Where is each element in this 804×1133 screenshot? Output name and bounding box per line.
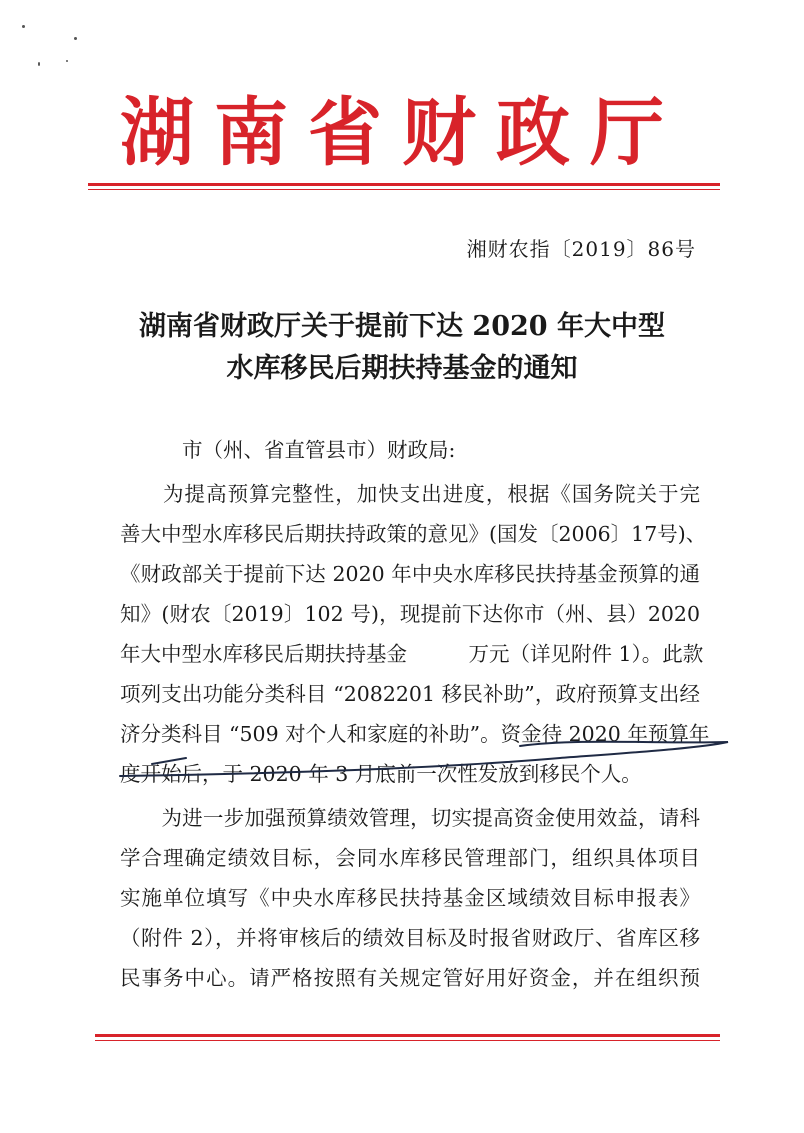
body-line: 度开始后，于 2020 年 3 月底前一次性发放到移民个人。 [120,762,642,786]
body-line: （附件 2），并将审核后的绩效目标及时报省财政厅、省库区移 [120,926,700,950]
footer-red-rule [95,1034,720,1037]
document-title-line-1: 湖南省财政厅关于提前下达 2020 年大中型 [139,311,665,342]
body-line: 济分类科目 “509 对个人和家庭的补助”。资金待 2020 年预算年 [120,722,710,746]
body-line: 善大中型水库移民后期扶持政策的意见》(国发〔2006〕17号)、 [120,522,707,546]
body-line: 为提高预算完整性，加快支出进度，根据《国务院关于完 [120,482,700,506]
body-line: 为进一步加强预算绩效管理，切实提高资金使用效益，请科 [120,806,700,830]
document-number: 湘财农指〔2019〕86号 [466,237,696,261]
body-line: 项列支出功能分类科目 “2082201 移民补助”，政府预算支出经 [120,682,700,706]
salutation: 市（州、省直管县市）财政局: [182,438,456,462]
masthead-title: 湖南省财政厅 [120,90,684,176]
body-line: 知》(财农〔2019〕102 号)，现提前下达你市（州、县）2020 [120,602,700,626]
body-line: 实施单位填写《中央水库移民扶持基金区域绩效目标申报表》 [120,886,700,910]
body-line: 《财政部关于提前下达 2020 年中央水库移民扶持基金预算的通 [120,562,700,586]
body-line: 年大中型水库移民后期扶持基金 万元（详见附件 1）。此款 [120,642,704,666]
body-line: 民事务中心。请严格按照有关规定管好用好资金，并在组织预 [120,966,700,990]
body-line: 学合理确定绩效目标，会同水库移民管理部门，组织具体项目 [120,846,700,870]
document-title-line-2: 水库移民后期扶持基金的通知 [226,353,578,384]
footer-red-rule-thin [95,1040,720,1041]
